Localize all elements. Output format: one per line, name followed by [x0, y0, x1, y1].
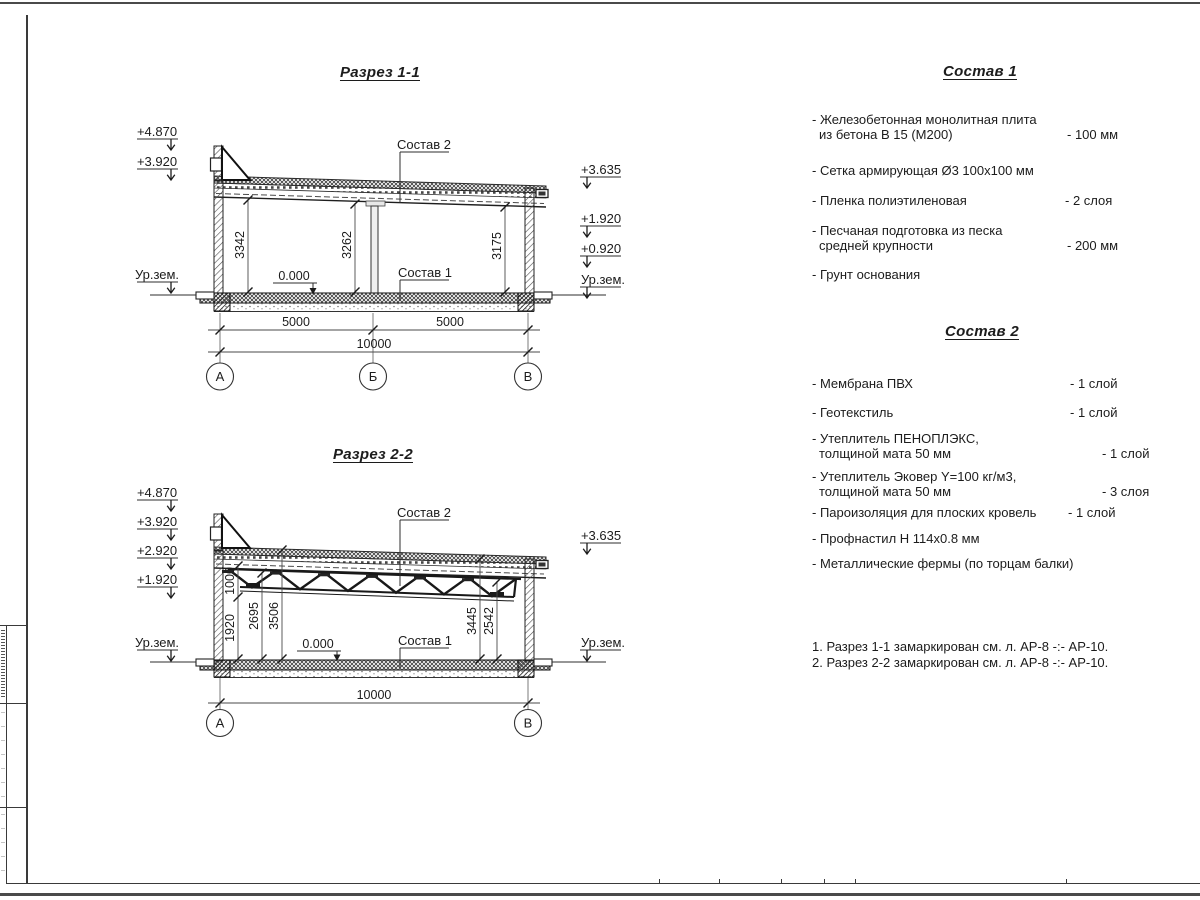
- material-item-text: - Мембрана ПВХ: [812, 376, 913, 391]
- s2-floor: [150, 659, 606, 678]
- material-value: - 3 слоя: [1102, 484, 1150, 499]
- s2-dim-1920: 1920: [223, 614, 237, 642]
- s2-parapet: [211, 514, 251, 550]
- svg-text:Состав 1: Состав 1: [398, 633, 452, 648]
- note-line: 1. Разрез 1-1 замаркирован см. л. АР-8 -:- АР-10.: [812, 639, 1109, 654]
- material-item-text: - Геотекстиль: [812, 405, 894, 420]
- s1-axis-bubbles: [207, 363, 542, 390]
- svg-text:+1.920: +1.920: [136, 572, 178, 587]
- svg-text:0.000: 0.000: [278, 269, 310, 283]
- s1-axis-letter-a: А: [215, 369, 225, 384]
- s2-parapet-flag: [222, 515, 250, 548]
- svg-text:+4.870: +4.870: [136, 485, 178, 500]
- s2-dim-2695: 2695: [247, 602, 261, 630]
- svg-text:+0.920: +0.920: [580, 241, 622, 256]
- s2-wall-left: [214, 551, 223, 661]
- s1-elevation-marks-right: [580, 162, 625, 298]
- svg-text:+4.870: +4.870: [136, 124, 178, 139]
- material-item: [812, 376, 1162, 391]
- s2-ground-ledge-left: [196, 659, 214, 666]
- sostav1-list: [812, 112, 1162, 297]
- material-item: [812, 431, 1162, 461]
- s1-dim-span-2: 5000: [436, 315, 464, 329]
- material-item-text: - Песчаная подготовка из песка: [812, 223, 1003, 238]
- s2-axis-letter-v: В: [523, 715, 533, 731]
- section-1-drawing: [135, 124, 625, 390]
- s1-axis-letter-v: В: [523, 369, 533, 384]
- s1-zero-level-mark: [273, 269, 317, 295]
- s1-axis-letter-b: Б: [368, 369, 378, 384]
- material-item: [812, 505, 1162, 520]
- material-value: - 2 слоя: [1065, 193, 1113, 208]
- material-value: - 200 мм: [1067, 238, 1119, 253]
- material-item: [812, 531, 1162, 546]
- material-item-text: - Профнастил Н 114х0.8 мм: [812, 531, 980, 546]
- material-item-text: - Пароизоляция для плоских кровель: [812, 505, 1037, 520]
- s1-foundation-left: [214, 293, 230, 311]
- s2-dim-3506: 3506: [267, 602, 281, 630]
- s2-dim-total: 10000: [356, 688, 392, 702]
- sostav2-list: [812, 376, 1162, 576]
- s1-dim-3175: 3175: [490, 232, 504, 260]
- svg-text:+3.635: +3.635: [580, 162, 622, 177]
- s2-height-dims-left: [223, 546, 287, 664]
- s2-elevation-marks-left: [135, 485, 179, 661]
- material-item: [812, 267, 1162, 282]
- material-item-text: толщиной мата 50 мм: [819, 484, 952, 499]
- section-2-drawing: [135, 485, 625, 737]
- s1-dim-3262: 3262: [340, 231, 354, 259]
- material-item: [812, 223, 1162, 253]
- section2-title: Разрез 2-2: [332, 446, 413, 463]
- s2-ground-ledge-right: [534, 659, 552, 666]
- s2-bottom-dims: [208, 678, 540, 709]
- s2-axis-letter-a: А: [215, 715, 225, 731]
- svg-text:0.000: 0.000: [302, 637, 334, 651]
- section1-title: Разрез 1-1: [339, 64, 420, 81]
- material-value: - 1 слой: [1102, 446, 1150, 461]
- s2-dim-2542: 2542: [482, 607, 496, 635]
- material-value: - 1 слой: [1070, 376, 1118, 391]
- s2-height-dims-right: [465, 555, 502, 664]
- material-value: - 100 мм: [1067, 127, 1119, 142]
- s1-parapet: [211, 146, 251, 181]
- s1-sand-bed: [214, 303, 534, 311]
- s2-elevation-marks-right: [580, 528, 625, 661]
- s2-zero-level-mark: [297, 637, 341, 661]
- s1-roof-edge-cap-core: [539, 192, 546, 196]
- s2-floor-slab: [200, 660, 550, 670]
- material-item-text: из бетона В 15 (М200): [819, 127, 953, 142]
- svg-text:Состав 2: Состав 2: [397, 505, 451, 520]
- material-item: [812, 556, 1162, 571]
- s1-wall-left: [214, 180, 223, 293]
- s1-column: [371, 206, 378, 293]
- s1-elevation-marks-left: [135, 124, 179, 293]
- material-item-text: - Пленка полиэтиленовая: [812, 193, 967, 208]
- svg-text:+3.920: +3.920: [136, 154, 178, 169]
- material-item-text: толщиной мата 50 мм: [819, 446, 952, 461]
- material-item-text: - Утеплитель Эковер Y=100 кг/м3,: [812, 469, 1017, 484]
- s1-parapet-notch: [211, 158, 222, 171]
- svg-text:+1.920: +1.920: [580, 211, 622, 226]
- svg-text:Ур.зем.: Ур.зем.: [580, 635, 626, 650]
- svg-text:Ур.зем.: Ур.зем.: [580, 272, 626, 287]
- s1-dim-total: 10000: [356, 337, 392, 351]
- material-item-text: - Сетка армирующая Ø3 100х100 мм: [812, 163, 1034, 178]
- s2-truss-support-left: [246, 583, 260, 588]
- material-item-text: - Железобетонная монолитная плита: [812, 112, 1037, 127]
- svg-text:Ур.зем.: Ур.зем.: [134, 635, 180, 650]
- s2-sand-bed: [214, 670, 534, 677]
- material-item-text: средней крупности: [819, 238, 933, 253]
- s2-parapet-notch: [211, 527, 222, 540]
- svg-text:Состав 1: Состав 1: [398, 265, 452, 280]
- material-item: [812, 112, 1162, 142]
- s2-foundation-left: [214, 660, 230, 677]
- sostav2-heading: Состав 2: [945, 323, 1019, 340]
- svg-text:Ур.зем.: Ур.зем.: [134, 267, 180, 282]
- s1-dim-span-1: 5000: [282, 315, 310, 329]
- s2-axis-bubbles: [207, 710, 542, 737]
- svg-text:Состав 2: Состав 2: [397, 137, 451, 152]
- s2-dim-1000: 1000: [223, 567, 237, 595]
- s1-parapet-flag: [222, 147, 250, 180]
- s2-roof-truss: [222, 569, 521, 601]
- material-item: [812, 405, 1162, 420]
- s1-ground-ledge-right: [534, 292, 552, 299]
- material-item: [812, 163, 1162, 178]
- s2-roof-edge-cap-core: [539, 563, 546, 567]
- svg-text:+3.635: +3.635: [580, 528, 622, 543]
- s1-floor-slab: [200, 293, 550, 303]
- s1-wall-right: [525, 188, 534, 293]
- s1-column-capital: [366, 201, 385, 206]
- material-value: - 1 слой: [1068, 505, 1116, 520]
- material-value: - 1 слой: [1070, 405, 1118, 420]
- notes-block: [812, 639, 1108, 671]
- s2-wall-right: [525, 559, 534, 661]
- material-item-text: - Металлические фермы (по торцам балки): [812, 556, 1074, 571]
- svg-text:+3.920: +3.920: [136, 514, 178, 529]
- s1-floor: [150, 292, 606, 312]
- s1-bottom-dims: [208, 313, 540, 363]
- sostav1-heading: Состав 1: [943, 63, 1017, 80]
- material-item: [812, 193, 1162, 208]
- s1-foundation-right: [518, 293, 534, 311]
- material-item-text: - Утеплитель ПЕНОПЛЭКС,: [812, 431, 979, 446]
- s1-ground-ledge-left: [196, 292, 214, 299]
- s2-dim-3445: 3445: [465, 607, 479, 635]
- s2-foundation-right: [518, 660, 534, 677]
- material-item-text: - Грунт основания: [812, 267, 921, 282]
- material-item: [812, 469, 1162, 499]
- note-line: 2. Разрез 2-2 замаркирован см. л. АР-8 -:- АР-10.: [812, 655, 1109, 670]
- svg-text:+2.920: +2.920: [136, 543, 178, 558]
- s1-dim-3342: 3342: [233, 231, 247, 259]
